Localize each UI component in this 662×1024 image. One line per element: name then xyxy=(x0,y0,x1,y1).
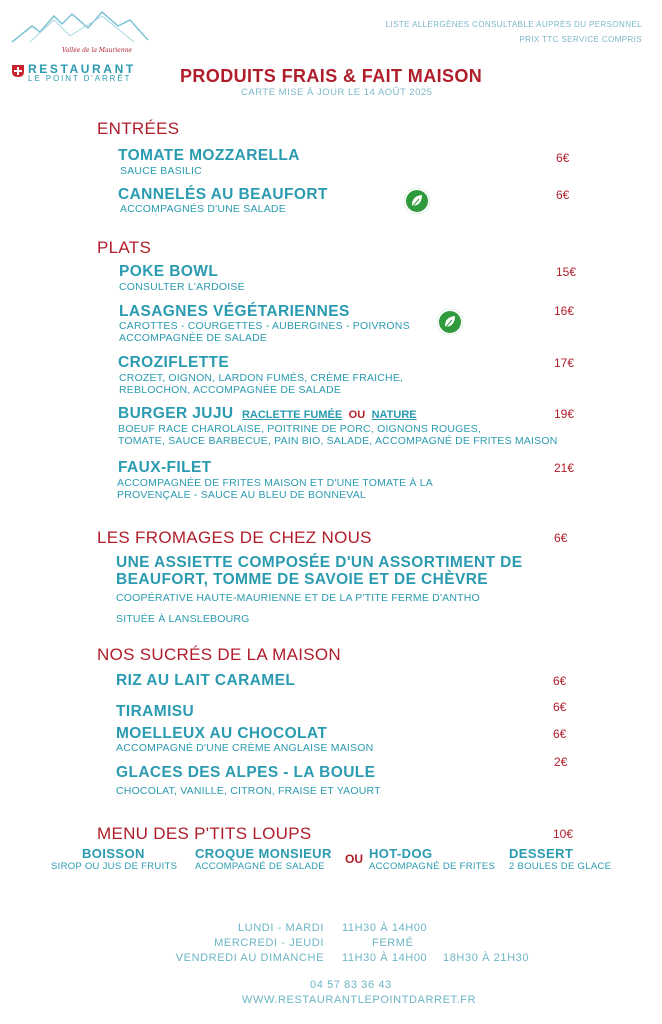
section-enfants-title: MENU DES P'TITS LOUPS xyxy=(97,824,312,843)
item-price: 21€ xyxy=(554,461,575,475)
fromages-price: 6€ xyxy=(554,531,568,545)
hours-time: FERMÉ xyxy=(372,937,414,949)
kids-boisson: BOISSON xyxy=(82,846,145,861)
fromages-line-1: UNE ASSIETTE COMPOSÉE D'UN ASSORTIMENT DE xyxy=(116,554,523,571)
hours-day: MERCREDI - JEUDI xyxy=(214,937,324,949)
item-desc: ACCOMPAGNÉE DE SALADE xyxy=(119,332,268,344)
item-desc: ACCOMPAGNÉ D'UNE CRÈME ANGLAISE MAISON xyxy=(116,742,374,754)
item-price: 16€ xyxy=(554,304,575,318)
kids-hotdog: HOT-DOG xyxy=(369,846,433,861)
enfants-price: 10€ xyxy=(553,827,574,841)
kids-croque: CROQUE MONSIEUR xyxy=(195,846,332,861)
hours-time: 11H30 À 14H00 xyxy=(342,952,428,964)
hours-day: LUNDI - MARDI xyxy=(237,922,324,934)
item-name: BURGER JUJU xyxy=(118,405,234,422)
kids-dessert-desc: 2 BOULES DE GLACE xyxy=(509,861,612,872)
item-price: 6€ xyxy=(556,188,570,202)
item-name: CROZIFLETTE xyxy=(118,354,230,371)
item-desc: CONSULTER L'ARDOISE xyxy=(119,281,245,293)
section-entrees-title: ENTRÉES xyxy=(97,119,180,138)
hours-time: 18H30 À 21H30 xyxy=(443,952,530,964)
item-desc: ACCOMPAGNÉS D'UNE SALADE xyxy=(120,203,286,215)
kids-hotdog-desc: ACCOMPAGNÉ DE FRITES xyxy=(369,861,496,872)
item-desc: BOEUF RACE CHAROLAISE, POITRINE DE PORC, OIGNONS ROUGES, xyxy=(118,423,482,435)
logo-brand-bottom: LE POINT D'ARRÊT xyxy=(28,74,132,83)
item-price: 19€ xyxy=(554,407,575,421)
burger-or: OU xyxy=(348,409,366,421)
item-name: TOMATE MOZZARELLA xyxy=(118,147,300,164)
item-desc: REBLOCHON, ACCOMPAGNÉE DE SALADE xyxy=(119,384,342,396)
savoie-flag-icon xyxy=(11,64,25,78)
section-sucres-title: NOS SUCRÉS DE LA MAISON xyxy=(97,645,342,664)
fromages-line-2: BEAUFORT, TOMME DE SAVOIE ET DE CHÈVRE xyxy=(116,571,489,588)
item-desc: TOMATE, SAUCE BARBECUE, PAIN BIO, SALADE, ACCOMPAGNÉ DE FRITES MAISON xyxy=(118,435,558,447)
vegetarian-badge-icon xyxy=(404,188,430,214)
item-name: MOELLEUX AU CHOCOLAT xyxy=(116,725,328,742)
item-price: 6€ xyxy=(556,151,570,165)
item-desc: SAUCE BASILIC xyxy=(120,165,202,177)
fromages-desc-2: SITUÉE À LANSLEBOURG xyxy=(116,613,250,625)
burger-title-line xyxy=(118,405,417,423)
logo-tagline: Vallée de la Maurienne xyxy=(62,47,133,54)
item-name: LASAGNES VÉGÉTARIENNES xyxy=(119,303,350,320)
item-name: TIRAMISU xyxy=(116,703,195,720)
item-price: 6€ xyxy=(553,727,567,741)
page-title: PRODUITS FRAIS & FAIT MAISON xyxy=(180,66,483,86)
item-price: 6€ xyxy=(553,674,567,688)
website-link[interactable]: WWW.RESTAURANTLEPOINTDARRET.FR xyxy=(242,994,477,1006)
burger-option-nature: NATURE xyxy=(371,409,417,421)
phone-number[interactable]: 04 57 83 36 43 xyxy=(310,979,392,991)
burger-option-raclette: RACLETTE FUMÉE xyxy=(241,409,343,421)
vegetarian-badge-icon xyxy=(437,309,463,335)
fromages-desc-1: COOPÉRATIVE HAUTE-MAURIENNE ET DE LA P'TITE FERME D'ANTHO xyxy=(116,592,480,604)
page-subtitle: CARTE MISE À JOUR LE 14 AOÛT 2025 xyxy=(241,87,433,98)
hours-time: 11H30 À 14H00 xyxy=(342,922,428,934)
item-desc: CROZET, OIGNON, LARDON FUMÉS, CRÈME FRAICHE, xyxy=(119,372,404,384)
item-desc: CAROTTES - COURGETTES - AUBERGINES - POIVRONS xyxy=(119,320,410,332)
item-name: CANNELÉS AU BEAUFORT xyxy=(118,186,328,203)
kids-or: OU xyxy=(345,852,363,866)
item-name: GLACES DES ALPES - LA BOULE xyxy=(116,764,376,781)
item-name: POKE BOWL xyxy=(119,263,219,280)
kids-dessert: DESSERT xyxy=(509,846,574,861)
item-name: RIZ AU LAIT CARAMEL xyxy=(116,672,296,689)
hours-day: VENDREDI AU DIMANCHE xyxy=(175,952,324,964)
price-notice: PRIX TTC SERVICE COMPRIS xyxy=(519,35,642,44)
item-desc: PROVENÇALE - SAUCE AU BLEU DE BONNEVAL xyxy=(117,489,366,501)
item-price: 6€ xyxy=(553,700,567,714)
kids-croque-desc: ACCOMPAGNÉ DE SALADE xyxy=(195,861,325,872)
item-desc: ACCOMPAGNÉE DE FRITES MAISON ET D'UNE TOMATE À LA xyxy=(117,477,433,489)
item-price: 15€ xyxy=(556,265,577,279)
item-price: 2€ xyxy=(554,755,568,769)
section-plats-title: PLATS xyxy=(97,238,152,257)
item-name: FAUX-FILET xyxy=(118,459,212,476)
section-fromages-title: LES FROMAGES DE CHEZ NOUS xyxy=(97,528,372,547)
allergen-notice: LISTE ALLERGÈNES CONSULTABLE AUPRÈS DU PERSONNEL xyxy=(385,20,642,29)
item-price: 17€ xyxy=(554,356,575,370)
logo-brand-top: RESTAURANT xyxy=(28,62,136,76)
item-desc: CHOCOLAT, VANILLE, CITRON, FRAISE ET YAOURT xyxy=(116,785,381,797)
kids-boisson-desc: SIROP OU JUS DE FRUITS xyxy=(51,861,178,872)
